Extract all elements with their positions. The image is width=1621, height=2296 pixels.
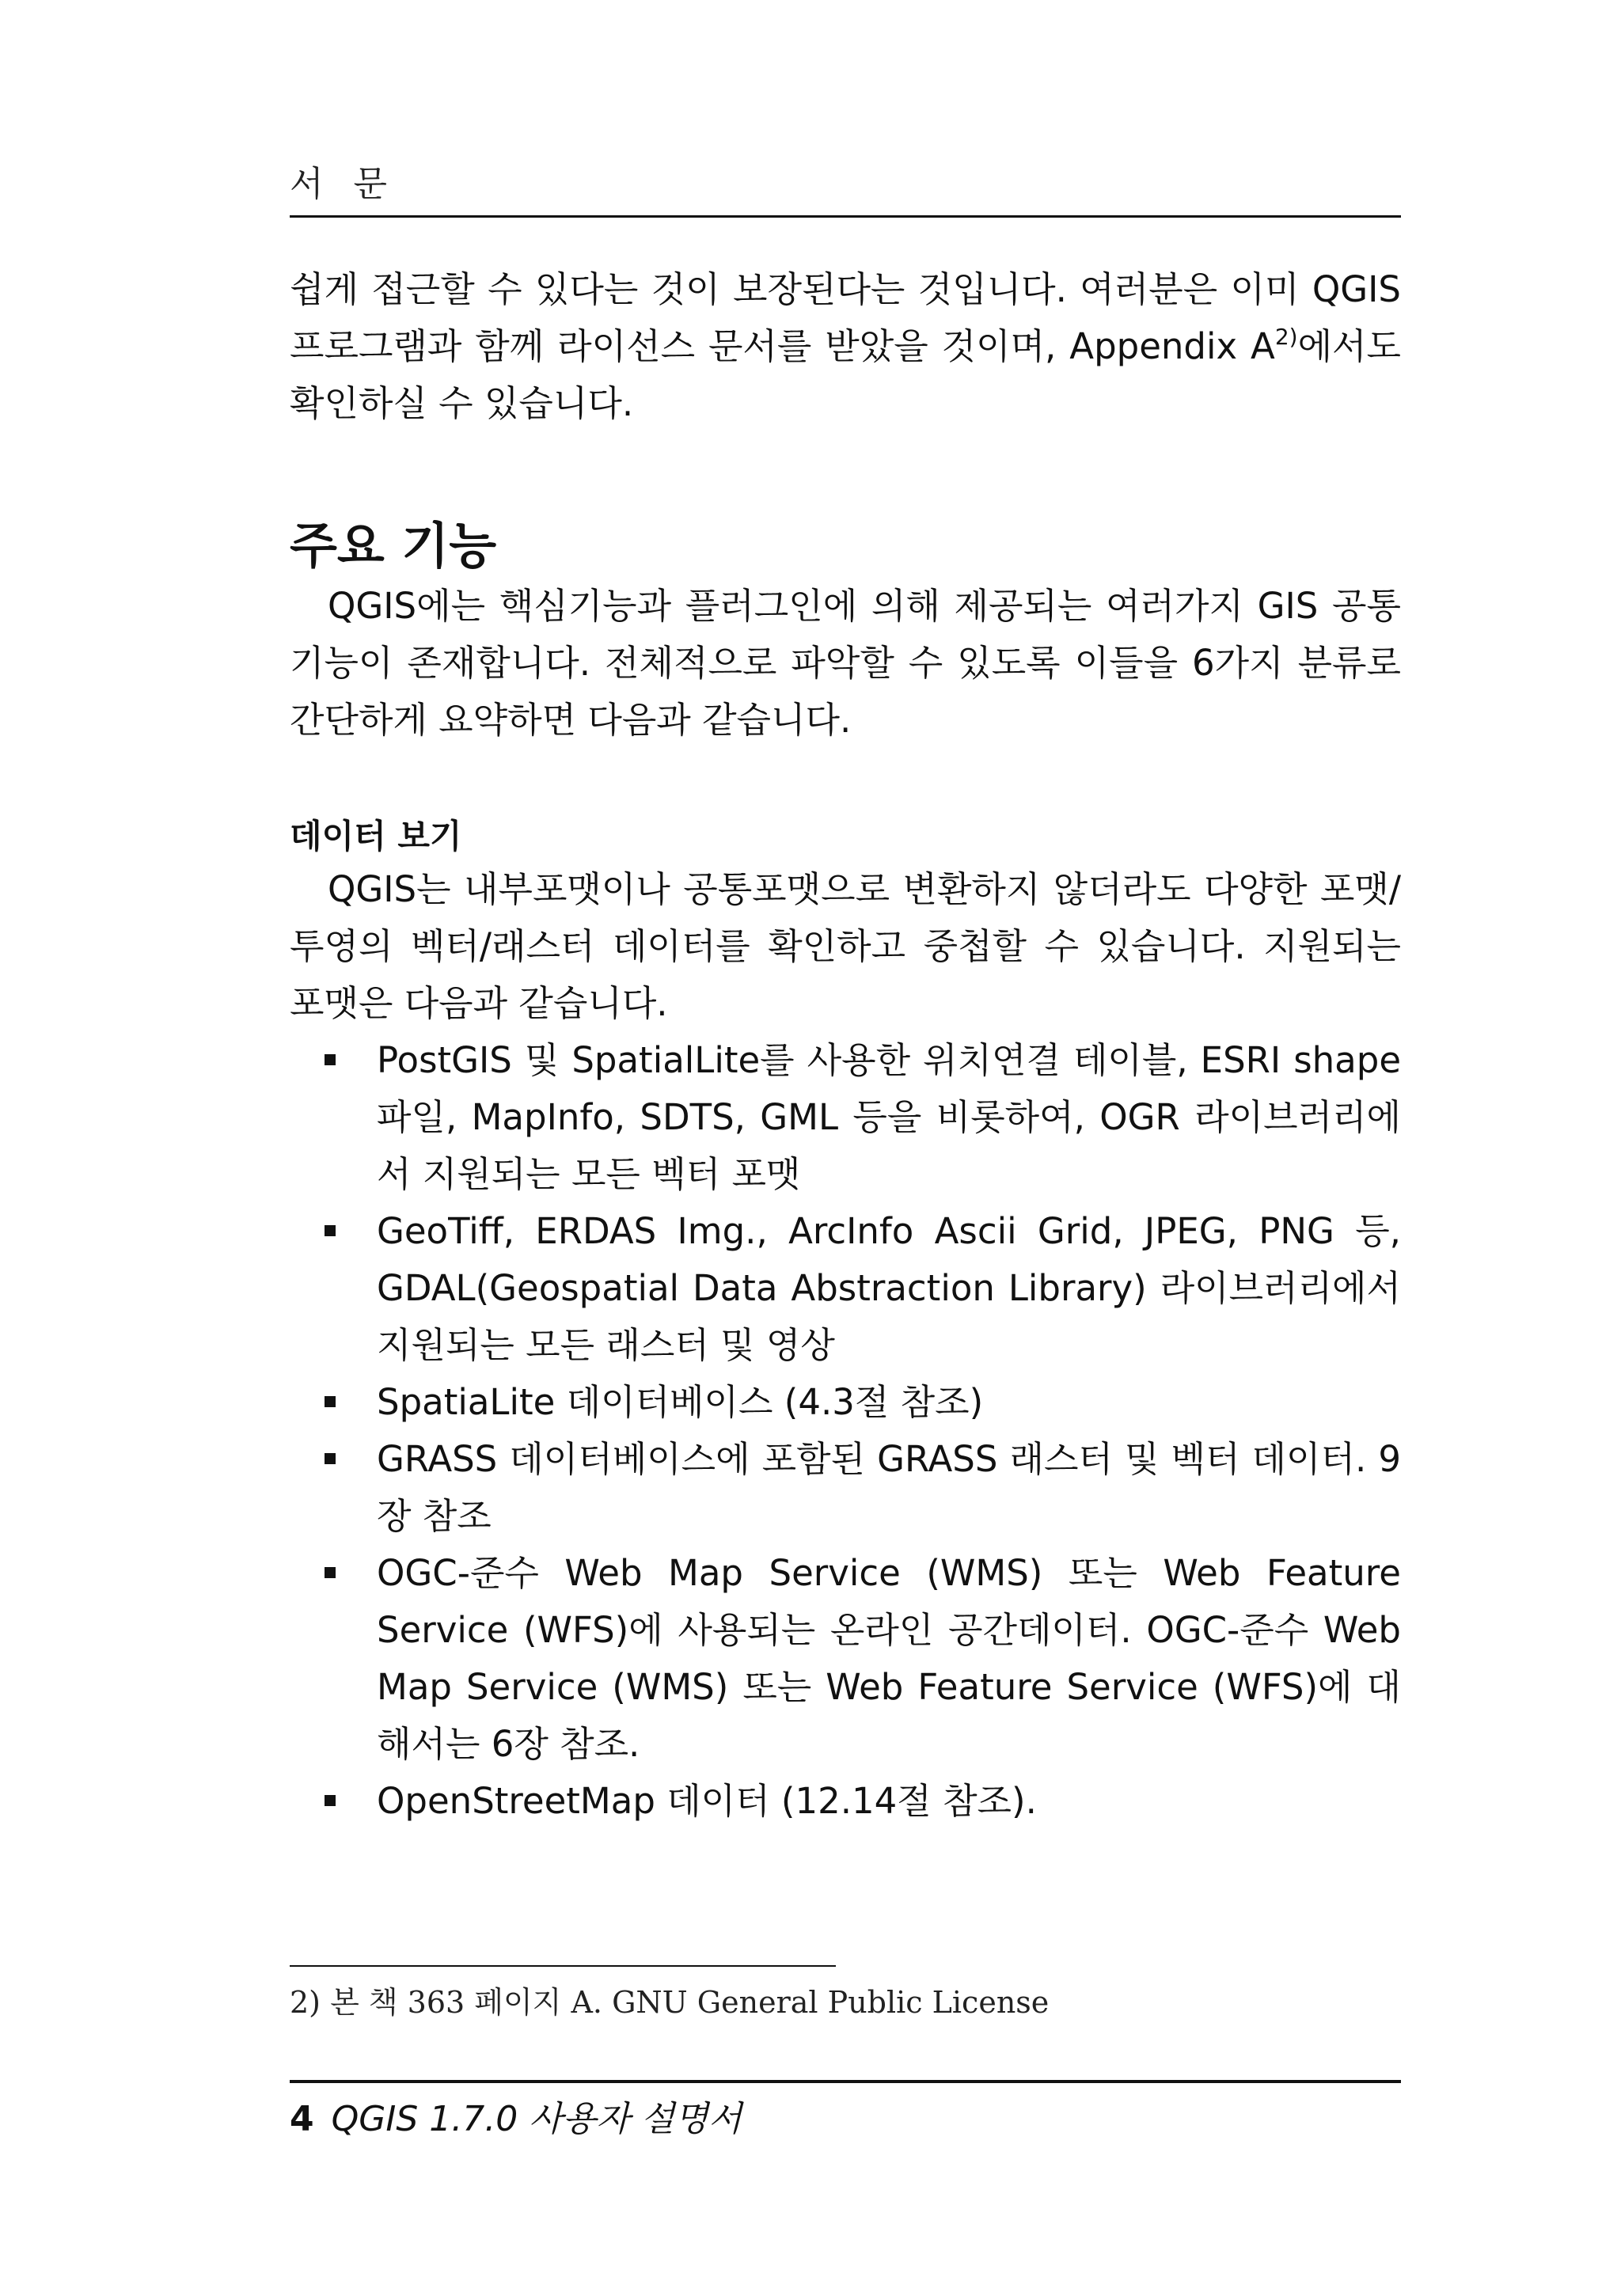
footer-rule <box>290 2080 1401 2083</box>
footnote: 2) 본 책 363 페이지 A. GNU General Public License <box>290 1985 1050 2020</box>
subsection-title: 데이터 보기 <box>290 817 462 856</box>
list-item-text: OpenStreetMap 데이터 (12.14절 참조). <box>377 1780 1037 1822</box>
list-item <box>290 1545 1401 1773</box>
square-bullet-icon <box>325 1567 336 1578</box>
list-item-text: GRASS 데이터베이스에 포함된 GRASS 래스터 및 벡터 데이터. 9장 참조 <box>377 1438 1401 1537</box>
section-title: 주요 기능 <box>290 517 497 575</box>
list-item <box>290 1203 1401 1374</box>
header-rule <box>290 215 1401 218</box>
square-bullet-icon <box>325 1453 336 1464</box>
page-body <box>290 261 1401 1830</box>
list-item <box>290 1032 1401 1203</box>
square-bullet-icon <box>325 1054 336 1065</box>
list-item <box>290 1374 1401 1431</box>
subsection-paragraph: QGIS는 내부포맷이나 공통포맷으로 변환하지 않더라도 다양한 포맷/투영의 벡터/래스터 데이터를 확인하고 중첩할 수 있습니다. 지원되는 포맷은 다음과 같습니다. <box>290 868 1401 1024</box>
list-item <box>290 1431 1401 1545</box>
list-item-text: PostGIS 및 SpatialLite를 사용한 위치연결 테이블, ESRI shape 파일, MapInfo, SDTS, GML 등을 비롯하여, OGR 라이브러리에서 지원되는 모든 벡터 포맷 <box>377 1039 1401 1195</box>
square-bullet-icon <box>325 1396 336 1407</box>
list-item-text: OGC-준수 Web Map Service (WMS) 또는 Web Feature Service (WFS)에 사용되는 온라인 공간데이터. OGC-준수 Web Map Service (WMS) 또는 Web Feature Service (WFS)에 대해서는 6장 참조. <box>377 1552 1401 1765</box>
footnote-rule <box>290 1965 836 1967</box>
square-bullet-icon <box>325 1225 336 1236</box>
running-header: 서 문 <box>290 164 397 204</box>
intro-paragraph <box>290 261 1401 432</box>
list-item <box>290 1773 1401 1830</box>
page-number: 4 <box>290 2099 314 2139</box>
format-list <box>290 1032 1401 1830</box>
footnote-ref[interactable]: 2) <box>1274 324 1298 350</box>
square-bullet-icon <box>325 1795 336 1806</box>
list-item-text: SpatiaLite 데이터베이스 (4.3절 참조) <box>377 1381 984 1423</box>
intro-text: 쉽게 접근할 수 있다는 것이 보장된다는 것입니다. 여러분은 이미 QGIS 프로그램과 함께 라이선스 문서를 받았을 것이며, Appendix A <box>290 268 1401 367</box>
intro-text-after: 에서도 확인하실 수 있습니다. <box>290 325 1401 424</box>
section-paragraph: QGIS에는 핵심기능과 플러그인에 의해 제공되는 여러가지 GIS 공통기능이 존재합니다. 전체적으로 파악할 수 있도록 이들을 6가지 분류로 간단하게 요약하면 다음과 같습니다. <box>290 585 1401 741</box>
list-item-text: GeoTiff, ERDAS Img., ArcInfo Ascii Grid, JPEG, PNG 등, GDAL(Geospatial Data Abstraction Library) 라이브러리에서 지원되는 모든 래스터 및 영상 <box>377 1210 1401 1366</box>
book-title: QGIS 1.7.0 사용자 설명서 <box>331 2099 742 2139</box>
page-footer <box>290 2096 742 2143</box>
